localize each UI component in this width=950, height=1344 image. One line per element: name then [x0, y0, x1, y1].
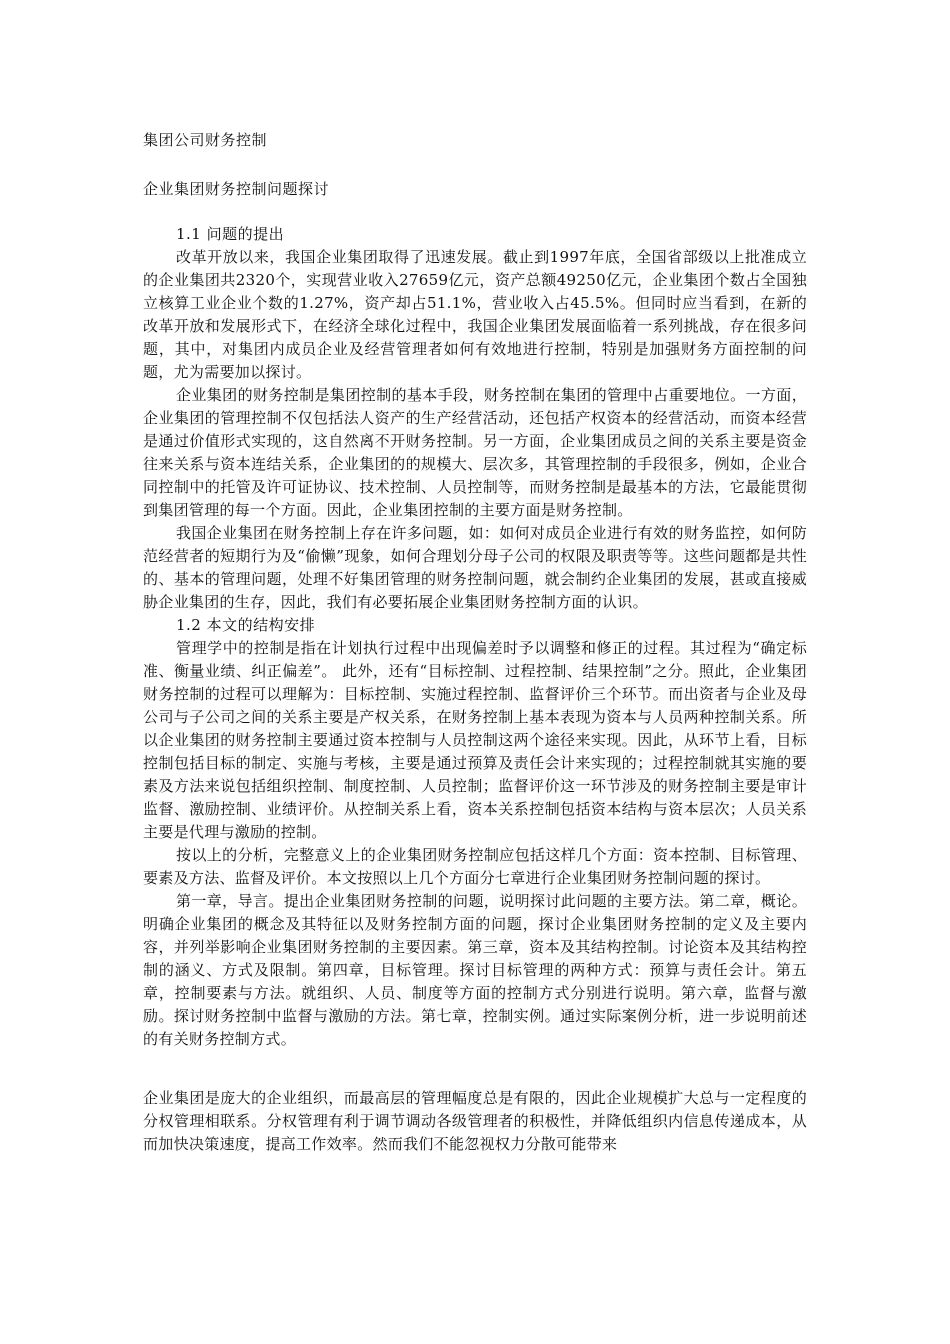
document-subtitle: 企业集团财务控制问题探讨	[143, 180, 330, 198]
paragraph: 我国企业集团在财务控制上存在许多问题，如：如何对成员企业进行有效的财务监控，如何防范经营者的短期行为及“偷懒”现象，如何合理划分母子公司的权限及职责等等。这些问题都是共性的、基本的管理问题，处理不好集团管理的财务控制问题，就会制约企业集团的发展，甚或直接威胁企业集团的生存，因此，我们有必要拓展企业集团财务控制方面的认识。	[143, 524, 807, 611]
section-heading-1-1: 1.1 问题的提出	[176, 225, 285, 243]
section-heading-1-2: 1.2 本文的结构安排	[176, 616, 316, 634]
section-gap	[143, 1051, 807, 1087]
paragraph: 按以上的分析，完整意义上的企业集团财务控制应包括这样几个方面：资本控制、目标管理、要素及方法、监督及评价。本文按照以上几个方面分七章进行企业集团财务控制问题的探讨。	[143, 846, 807, 887]
closing-paragraph: 企业集团是庞大的企业组织，而最高层的管理幅度总是有限的，因此企业规模扩大总与一定程度的分权管理相联系。分权管理有利于调节调动各级管理者的积极性，并降低组织内信息传递成本，从而加快决策速度，提高工作效率。然而我们不能忽视权力分散可能带来	[143, 1089, 807, 1153]
paragraph: 第一章，导言。提出企业集团财务控制的问题，说明探讨此问题的主要方法。第二章，概论。明确企业集团的概念及其特征以及财务控制方面的问题，探讨企业集团财务控制的定义及主要内容，并列举影响企业集团财务控制的主要因素。第三章，资本及其结构控制。讨论资本及其结构控制的涵义、方式及限制。第四章，目标管理。探讨目标管理的两种方式：预算与责任会计。第五章，控制要素与方法。就组织、人员、制度等方面的控制方式分别进行说明。第六章，监督与激励。探讨财务控制中监督与激励的方法。第七章，控制实例。通过实际案例分析，进一步说明前述的有关财务控制方式。	[143, 892, 807, 1048]
paragraph: 企业集团的财务控制是集团控制的基本手段，财务控制在集团的管理中占重要地位。一方面，企业集团的管理控制不仅包括法人资产的生产经营活动，还包括产权资本的经营活动，而资本经营是通过价值形式实现的，这自然离不开财务控制。另一方面，企业集团成员之间的关系主要是资金往来关系与资本连结关系，企业集团的的规模大、层次多，其管理控制的手段很多，例如，企业合同控制中的托管及许可证协议、技术控制、人员控制等，而财务控制是最基本的方法，它最能贯彻到集团管理的每一个方面。因此，企业集团控制的主要方面是财务控制。	[143, 386, 807, 519]
document-page	[143, 128, 807, 1156]
paragraph: 改革开放以来，我国企业集团取得了迅速发展。截止到1997年底，全国省部级以上批准成立的企业集团共2320个，实现营业收入27659亿元，资产总额49250亿元，企业集团个数占全国独立核算工业企业个数的1.27%，资产却占51.1%，营业收入占45.5%。但同时应当看到，在新的改革开放和发展形式下，在经济全球化过程中，我国企业集团发展面临着一系列挑战，存在很多问题，其中，对集团内成员企业及经营管理者如何有效地进行控制，特别是加强财务方面控制的问题，尤为需要加以探讨。	[143, 248, 807, 381]
paragraph: 管理学中的控制是指在计划执行过程中出现偏差时予以调整和修正的过程。其过程为“确定标准、衡量业绩、纠正偏差”。 此外，还有“目标控制、过程控制、结果控制”之分。照此，企业集团财务控制的过程可以理解为：目标控制、实施过程控制、监督评价三个环节。而出资者与企业及母公司与子公司之间的关系主要是产权关系，在财务控制上基本表现为资本与人员两种控制关系。所以企业集团的财务控制主要通过资本控制与人员控制这两个途径来实现。因此，从环节上看，目标控制包括目标的制定、实施与考核，主要是通过预算及责任会计来实现的；过程控制就其实施的要素及方法来说包括组织控制、制度控制、人员控制；监督评价这一环节涉及的财务控制主要是审计监督、激励控制、业绩评价。从控制关系上看，资本关系控制包括资本结构与资本层次；人员关系主要是代理与激励的控制。	[143, 639, 807, 841]
document-title: 集团公司财务控制	[143, 131, 268, 149]
